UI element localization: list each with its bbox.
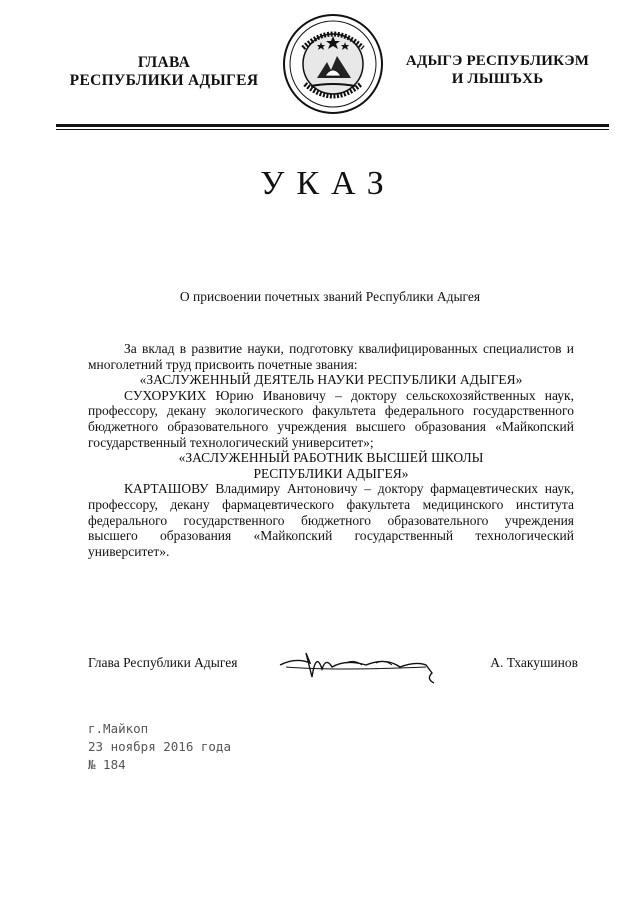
document-body (88, 341, 574, 559)
header-right (385, 52, 610, 88)
award-title-1: «ЗАСЛУЖЕННЫЙ ДЕЯТЕЛЬ НАУКИ РЕСПУБЛИКИ АДЫГЕЯ» (139, 372, 523, 388)
header-right-line2: И ЛЫШЪХЬ (451, 71, 544, 87)
award-paragraph-1: СУХОРУКИХ Юрию Ивановичу – доктору сельскохозяйственных наук, профессору, декану экологического факультета федерального государственного бюджетного образовательного учреждения высшего образования «Майкопский государственный технологический университет»; (88, 387, 574, 450)
header-left-line1: ГЛАВА (137, 54, 191, 71)
award-title-2-line2: РЕСПУБЛИКИ АДЫГЕЯ» (253, 465, 409, 481)
header-left (54, 54, 274, 90)
document-title: УКАЗ (260, 165, 396, 202)
stamp-number: № 184 (88, 757, 126, 772)
signature-row (88, 655, 578, 685)
award-paragraph-2: КАРТАШОВУ Владимиру Антоновичу – доктору фармацевтических наук, профессору, декану фармацевтического факультета медицинского института федерального государственного бюджетного образовательного учреждения высшего образования «Майкопский государственный технологический университет». (88, 481, 574, 559)
handwritten-signature-icon (276, 643, 446, 685)
signature-name: А. Тхакушинов (490, 655, 578, 670)
award-title-2-line1: «ЗАСЛУЖЕННЫЙ РАБОТНИК ВЫСШЕЙ ШКОЛЫ (178, 450, 484, 466)
header-left-line2: РЕСПУБЛИКИ АДЫГЕЯ (69, 72, 259, 89)
coat-of-arms-icon (281, 12, 385, 116)
intro-paragraph: За вклад в развитие науки, подготовку квалифицированных специалистов и многолетний труд присвоить почетные звания: (88, 341, 574, 372)
header-rule-thick (56, 124, 609, 127)
header-rule-thin (56, 129, 609, 130)
signature-position: Глава Республики Адыгея (88, 655, 238, 670)
stamp-date: 23 ноября 2016 года (88, 739, 231, 754)
document-subject: О присвоении почетных званий Республики Адыгея (179, 289, 481, 304)
header-right-line1: АДЫГЭ РЕСПУБЛИКЭМ (405, 53, 590, 69)
stamp-city: г.Майкоп (88, 721, 149, 736)
issue-stamp (88, 720, 231, 774)
